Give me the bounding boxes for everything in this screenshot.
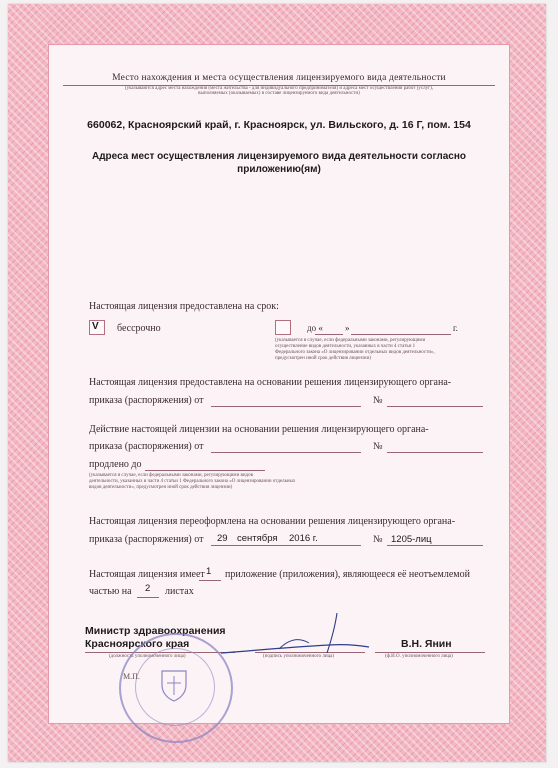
until-suffix: г. — [453, 323, 458, 333]
appendix-part-1: Настоящая лицензия имеет — [89, 569, 205, 580]
extension-line-1: Действие настоящей лицензии на основании решения лицензирующего органа- — [89, 424, 429, 435]
reissue-number-sign: № — [373, 534, 383, 545]
term-note-4: предусмотрен иной срок действия лицензии) — [275, 356, 371, 361]
until-prefix: до « — [307, 323, 323, 333]
appendix-sheets: 2 — [145, 583, 151, 594]
stamp-label: М.П. — [123, 672, 140, 681]
coat-of-arms-icon — [159, 669, 189, 703]
caption-signature: (подпись уполномоченного лица) — [263, 654, 335, 659]
addresses-line-1: Адреса мест осуществления лицензируемого вида деятельности согласно — [91, 151, 466, 162]
signer-position-line-2: Красноярского края — [85, 638, 190, 650]
caption-name: (ф.И.О. уполномоченного лица) — [385, 654, 453, 659]
basis-number-sign: № — [373, 395, 383, 406]
indefinite-label: бессрочно — [117, 323, 161, 334]
extension-note-3: видов деятельности», предусмотрен иной срок действия лицензии) — [89, 485, 233, 490]
reissue-line-1: Настоящая лицензия переоформлена на основании решения лицензирующего органа- — [89, 516, 456, 527]
extension-number-sign: № — [373, 441, 383, 452]
term-note-1: (указывается в случае, если федеральными законами, регулирующими — [275, 338, 426, 343]
appendix-count: 1 — [206, 566, 212, 577]
header-note-2: выполняемых (оказываемых) в составе лицензируемого вида деятельности) — [198, 91, 360, 96]
basis-line-1: Настоящая лицензия предоставлена на основании решения лицензирующего органа- — [89, 377, 452, 388]
term-label: Настоящая лицензия предоставлена на срок: — [89, 301, 279, 312]
appendix-part-2: приложение (приложения), являющееся её неотъемлемой — [225, 569, 470, 580]
handwritten-signature — [219, 607, 379, 677]
reissue-date-month: сентября — [237, 533, 278, 544]
license-body — [48, 44, 510, 724]
term-note-3: Федерального закона «О лицензировании отдельных видов деятельности», — [275, 350, 435, 355]
check-mark: V — [92, 321, 99, 332]
extension-extended: продлено до — [89, 459, 142, 470]
reissue-line-2: приказа (распоряжения) от — [89, 534, 204, 545]
header-note-1: (указываются адрес места нахождения (места жительства - для индивидуального предпринимателя) и адреса мест осуществления работ (услуг), — [124, 86, 434, 91]
reissue-date-year: 2016 г. — [289, 533, 318, 544]
addresses-line-2: приложению(ям) — [237, 164, 321, 175]
appendix-part-4: листах — [165, 586, 194, 597]
extension-line-2: приказа (распоряжения) от — [89, 441, 204, 452]
signer-name: В.Н. Янин — [401, 638, 452, 650]
license-address: 660062, Красноярский край, г. Красноярск, ул. Вильского, д. 16 Г, пом. 154 — [87, 119, 471, 131]
basis-line-2: приказа (распоряжения) от — [89, 395, 204, 406]
license-sheet — [8, 4, 546, 762]
caption-position: (должность уполномоченного лица) — [109, 654, 186, 659]
appendix-part-3: частью на — [89, 586, 132, 597]
reissue-number: 1205-лиц — [391, 534, 432, 545]
extension-note-2: деятельности, указанных в части 4 статьи 1 Федерального закона «О лицензировании отдельных — [89, 479, 296, 484]
reissue-date-day: 29 — [217, 533, 228, 544]
official-stamp — [119, 633, 233, 743]
extension-note-1: (указывается в случае, если федеральными законами, регулирующими видов — [89, 473, 253, 478]
until-mid: » — [345, 323, 350, 333]
header-title: Место нахождения и места осуществления лицензируемого вида деятельности — [112, 73, 446, 83]
term-note-2: осуществление видов деятельности, указанных в части 4 статьи 1 — [275, 344, 416, 349]
until-date-checkbox[interactable] — [275, 320, 291, 335]
indefinite-checkbox[interactable] — [89, 320, 105, 335]
signer-position-line-1: Министр здравоохранения — [85, 625, 226, 637]
